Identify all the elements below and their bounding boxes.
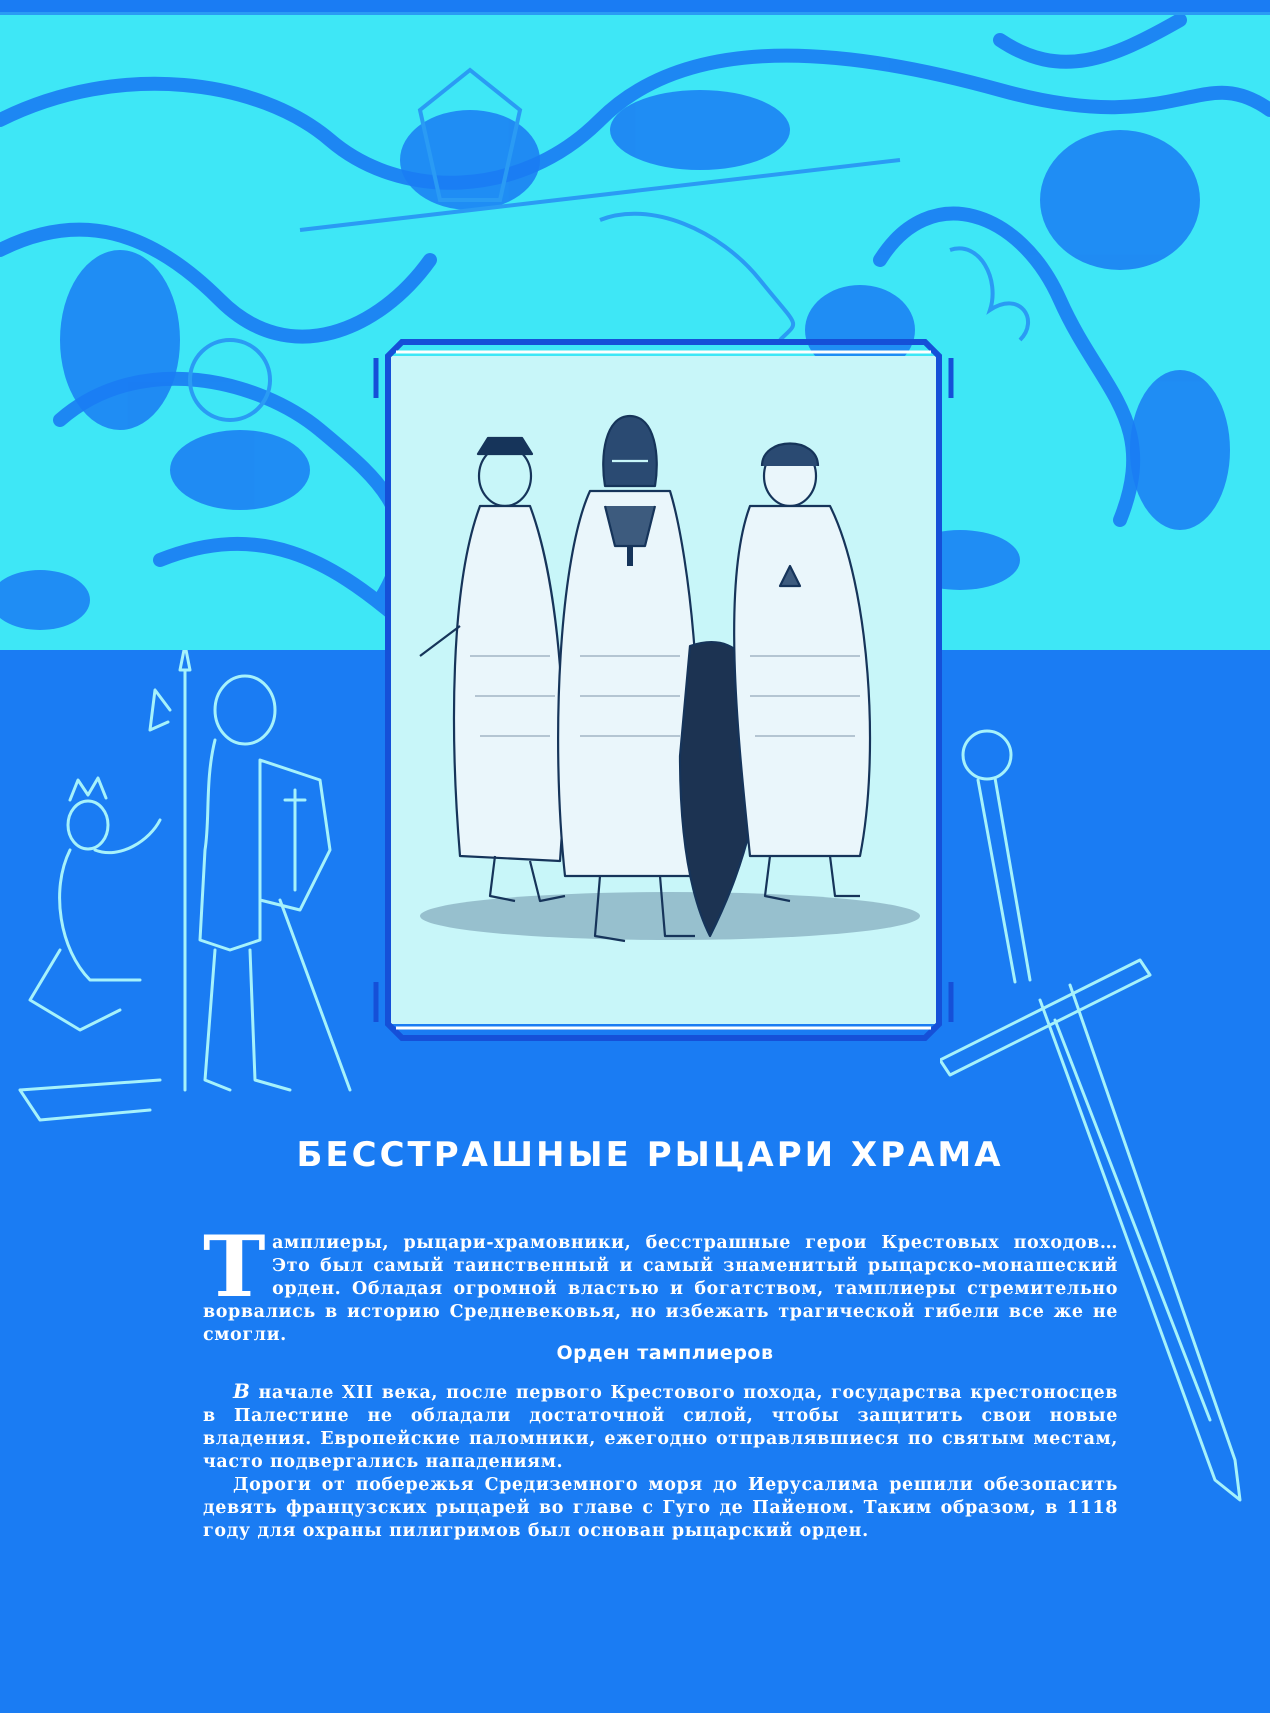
dropcap-letter: Т: [203, 1217, 267, 1316]
decorative-frame-border: [372, 338, 955, 1042]
intro-text: амплиеры, рыцари-храмовники, бесстрашные герои Крестовых походов… Это был самый таинственный и самый знаменитый рыцарско-монашеский орден. Обладая огромной властью и богатством, тамплиеры стремительно ворвались в историю Средневековья, но избежать трагической гибели все же не смогли.: [203, 1233, 1118, 1345]
kneeling-king-and-knight-drawing: [0, 650, 370, 1130]
paragraph-text: Дороги от побережья Средиземного моря до Иерусалима решили обезопасить девять французских рыцарей во главе с Гуго де Пайеном. Таким образом, в 1118 году для охраны пилигримов был основан рыцарский орден.: [203, 1475, 1118, 1541]
article-title: БЕССТРАШНЫЕ РЫЦАРИ ХРАМА: [296, 1135, 1004, 1175]
body-paragraph: [203, 1474, 1118, 1543]
paragraph-text: начале XII века, после первого Крестового похода, государства крестоносцев в Палестине не обладали достаточной силой, чтобы защитить свои новые владения. Европейские паломники, ежегодно отправлявшиеся по святым местам, часто подвергались нападениям.: [203, 1383, 1118, 1472]
intro-paragraph: [203, 1217, 1118, 1347]
article-body: [203, 1380, 1118, 1543]
section-heading: Орден тамплиеров: [556, 1342, 774, 1364]
paragraph-lead-letter: В: [233, 1379, 251, 1403]
body-paragraph: [203, 1380, 1118, 1474]
engraving-frame: [372, 338, 955, 1042]
